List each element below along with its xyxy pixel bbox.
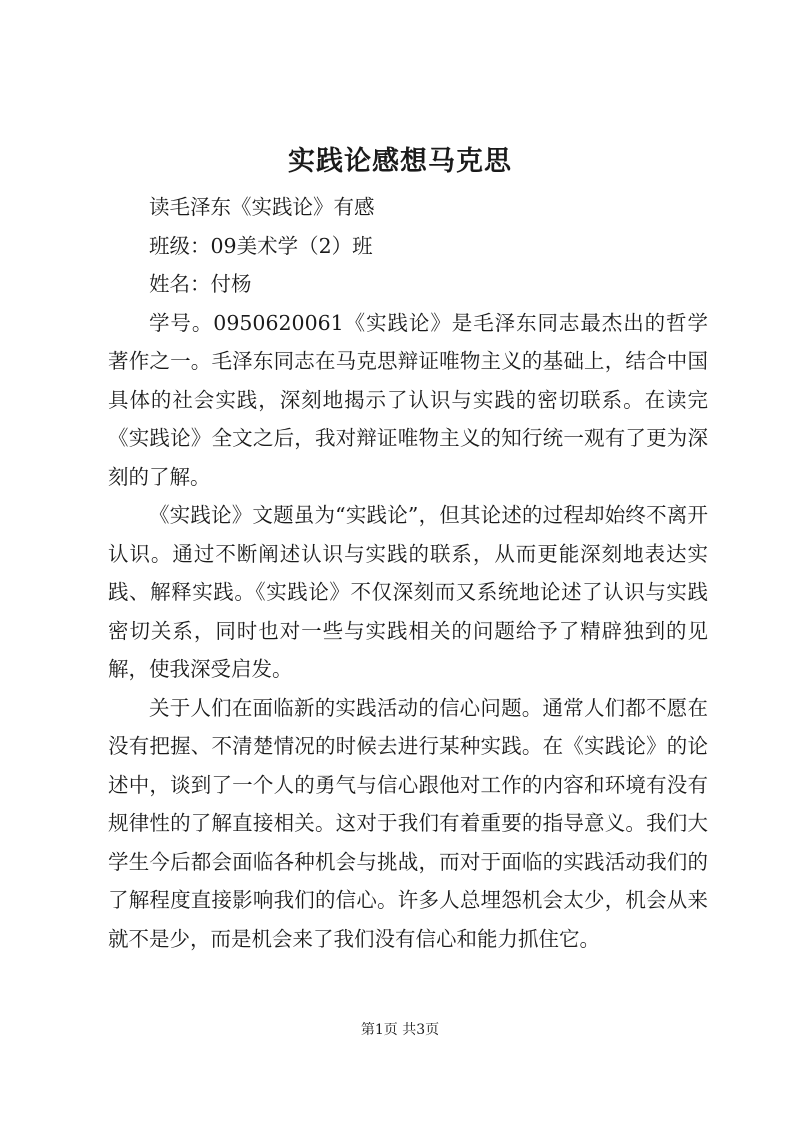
class-line: 班级：09美术学（2）班	[149, 233, 373, 258]
page-footer: 第1页 共3页	[360, 1022, 440, 1038]
paragraph-3: 关于人们在面临新的实践活动的信心问题。通常人们都不愿在没有把握、不清楚情况的时候去进行某种实践。在《实践论》的论述中，谈到了一个人的勇气与信心跟他对工作的内容和环境有没有规律性的了解直接相关。这对于我们有着重要的指导意义。我们大学生今后都会面临各种机会与挑战，而对于面临的实践活动我们的了解程度直接影响我们的信心。许多人总埋怨机会太少，机会从来就不是少，而是机会来了我们没有信心和能力抓住它。	[108, 695, 708, 951]
paragraph-1: 学号。0950620061《实践论》是毛泽东同志最杰出的哲学著作之一。毛泽东同志在马克思辩证唯物主义的基础上，结合中国具体的社会实践，深刻地揭示了认识与实践的密切联系。在读完《实践论》全文之后，我对辩证唯物主义的知行统一观有了更为深刻的了解。	[108, 310, 708, 489]
document-body	[108, 188, 708, 958]
subtitle-line: 读毛泽东《实践论》有感	[149, 195, 375, 219]
page-title: 实践论感想马克思	[288, 146, 512, 177]
paragraph-2: 《实践论》文题虽为“实践论”，但其论述的过程却始终不离开认识。通过不断阐述认识与实践的联系，从而更能深刻地表达实践、解释实践。《实践论》不仅深刻而又系统地论述了认识与实践密切关系，同时也对一些与实践相关的问题给予了精辟独到的见解，使我深受启发。	[108, 503, 708, 681]
name-line: 姓名：付杨	[149, 272, 252, 296]
